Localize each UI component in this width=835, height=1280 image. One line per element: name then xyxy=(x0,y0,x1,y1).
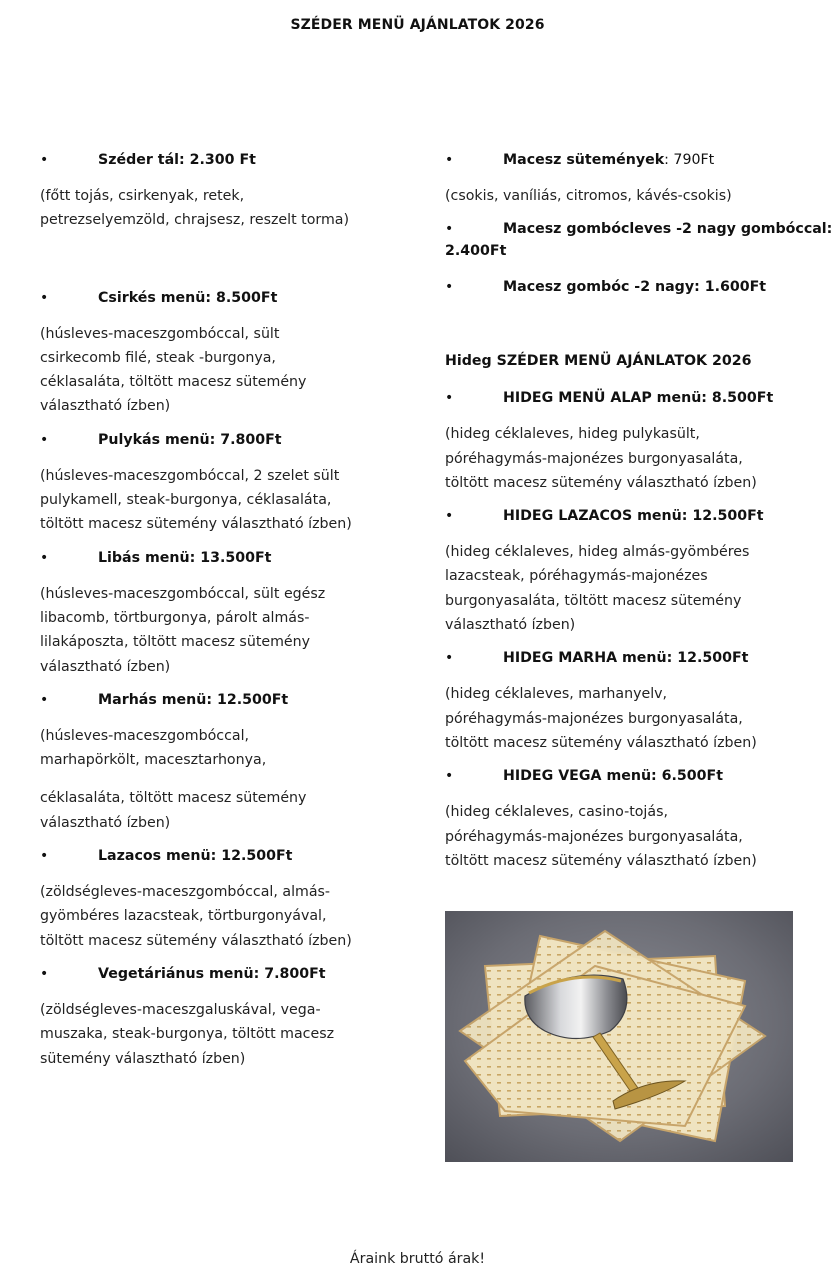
menu-item-title: • Libás menü: 13.500Ft xyxy=(40,547,430,569)
bullet-icon: • xyxy=(445,279,454,296)
bullet-icon: • xyxy=(40,549,49,566)
bullet-icon: • xyxy=(445,152,454,168)
menu-item-title: • Pulykás menü: 7.800Ft xyxy=(40,429,430,451)
menu-item-title: • Vegetáriánus menü: 7.800Ft xyxy=(40,963,430,985)
bullet-icon: • xyxy=(445,508,454,525)
bullet-icon: • xyxy=(445,768,454,785)
bullet-icon: • xyxy=(40,965,49,982)
menu-item-description: (zöldségleves-maceszgombóccal, almás- gyömbéres lazacsteak, törtburgonyával, töltött macesz sütemény választható ízben) xyxy=(40,884,352,949)
menu-item-description: (húsleves-maceszgombóccal, sült egész libacomb, törtburgonya, párolt almás- lilakáposzta, töltött macesz sütemény választható ízben) xyxy=(40,585,326,675)
right-column xyxy=(445,149,835,873)
cold-item-title: • HIDEG LAZACOS menü: 12.500Ft xyxy=(445,505,835,527)
bullet-icon: • xyxy=(40,848,49,865)
footer-note: Áraink bruttó árak! xyxy=(349,1251,486,1267)
cold-item-description: (hideg céklaleves, casino-tojás, póréhagymás-majonézes burgonyasaláta, töltött macesz sütemény választható ízben) xyxy=(445,804,757,869)
menu-item-description: (zöldségleves-maceszgaluskával, vega- muszaka, steak-burgonya, töltött macesz sütemény választható ízben) xyxy=(40,1001,335,1067)
photo-illustration xyxy=(445,911,793,1162)
extra-item-title: • Macesz sütemények: 790Ft xyxy=(445,149,835,171)
left-column xyxy=(40,149,430,1071)
menu-item-description: (húsleves-maceszgombóccal, sült csirkecomb filé, steak -burgonya, céklasaláta, töltött macesz sütemény választható ízben) xyxy=(40,325,307,415)
cold-item-description: (hideg céklaleves, hideg pulykasült, póréhagymás-majonézes burgonyasaláta, töltött macesz sütemény választható ízben) xyxy=(445,426,757,491)
menu-item-description: (főtt tojás, csirkenyak, retek, petrezselyemzöld, chrajsesz, reszelt torma) xyxy=(40,188,350,229)
menu-item-description-continued: céklasaláta, töltött macesz sütemény választható ízben) xyxy=(40,790,307,831)
menu-item-title: • Széder tál: 2.300 Ft xyxy=(40,149,430,171)
menu-item-title: • Lazacos menü: 12.500Ft xyxy=(40,845,430,867)
cold-item-title: • HIDEG VEGA menü: 6.500Ft xyxy=(445,765,835,787)
bullet-icon: • xyxy=(40,152,49,168)
extra-item-title: • Macesz gombócleves -2 nagy gombóccal: 2.400Ft xyxy=(445,218,835,262)
cold-item-description: (hideg céklaleves, marhanyelv, póréhagymás-majonézes burgonyasaláta, töltött macesz sütemény választható ízben) xyxy=(445,686,757,751)
bullet-icon: • xyxy=(40,691,49,708)
bullet-icon: • xyxy=(40,431,49,448)
cold-item-description: (hideg céklaleves, hideg almás-gyömbéres lazacsteak, póréhagymás-majonézes burgonyasaláta, töltött macesz sütemény választható ízben) xyxy=(445,544,750,634)
menu-item-description: (húsleves-maceszgombóccal, 2 szelet sült pulykamell, steak-burgonya, céklasaláta, töltött macesz sütemény választható ízben) xyxy=(40,467,352,533)
cold-section-title: Hideg SZÉDER MENÜ AJÁNLATOK 2026 xyxy=(445,353,752,370)
extra-item-title: • Macesz gombóc -2 nagy: 1.600Ft xyxy=(445,276,835,298)
menu-item-title: • Csirkés menü: 8.500Ft xyxy=(40,287,430,309)
bullet-icon: • xyxy=(445,390,454,407)
bullet-icon: • xyxy=(40,289,49,306)
menu-item-description: (húsleves-maceszgombóccal, marhapörkölt, macesztarhonya, xyxy=(40,727,267,769)
bullet-icon: • xyxy=(445,221,454,238)
bullet-icon: • xyxy=(445,650,454,667)
matzah-kiddush-cup-photo xyxy=(445,911,793,1162)
cold-item-title: • HIDEG MARHA menü: 12.500Ft xyxy=(445,647,835,669)
extra-item-description: (csokis, vaníliás, citromos, kávés-csokis) xyxy=(445,188,732,204)
cold-item-title: • HIDEG MENÜ ALAP menü: 8.500Ft xyxy=(445,387,835,409)
menu-item-title: • Marhás menü: 12.500Ft xyxy=(40,689,430,711)
page-title: SZÉDER MENÜ AJÁNLATOK 2026 xyxy=(290,17,545,33)
